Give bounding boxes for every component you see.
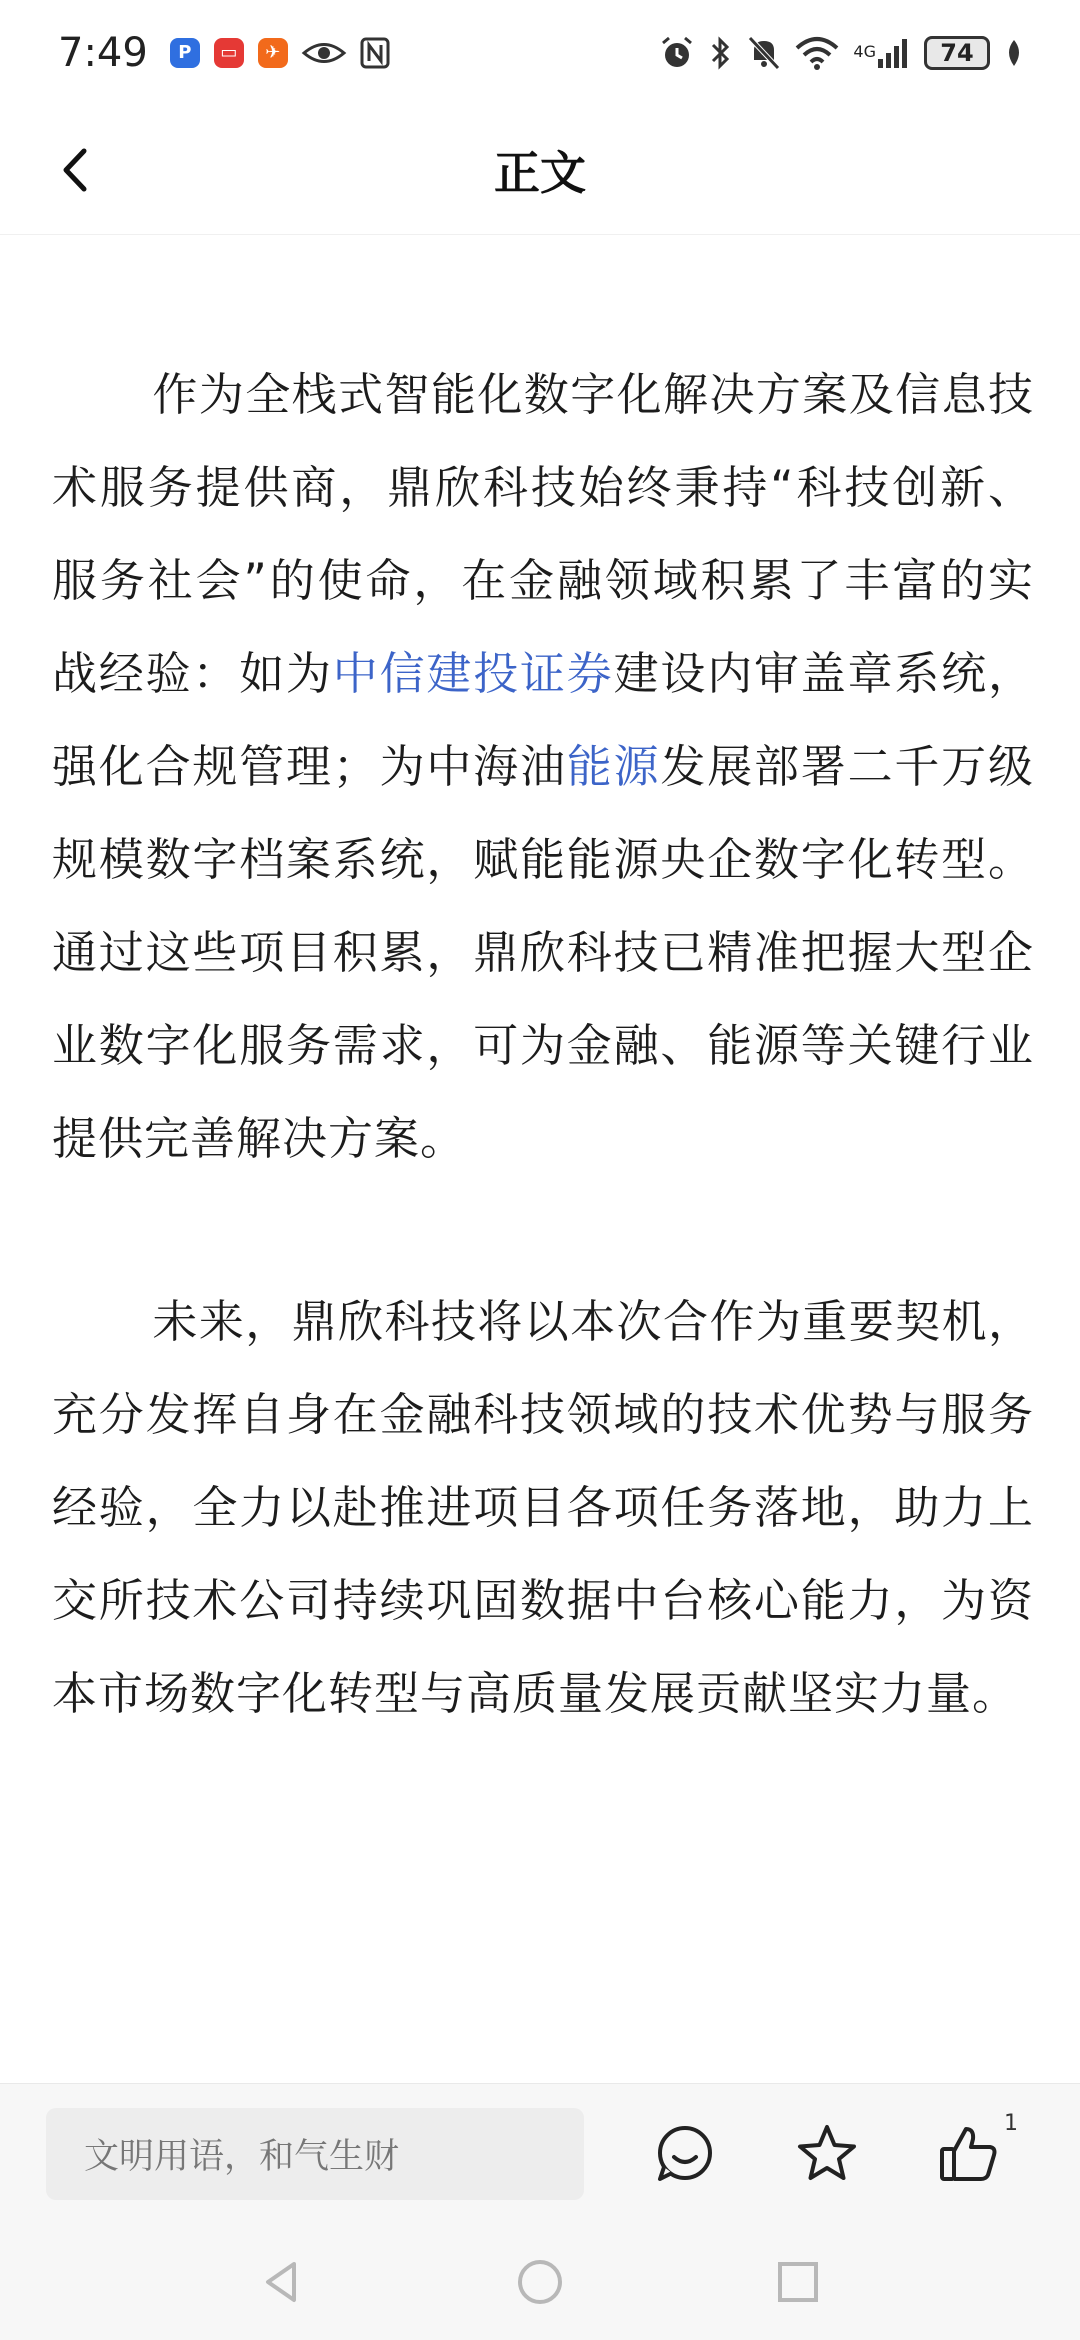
star-icon[interactable]: [796, 2123, 858, 2185]
battery-indicator: 74: [924, 36, 990, 70]
network-label: 4G: [853, 41, 876, 61]
leaf-icon: [1004, 38, 1024, 68]
like-button[interactable]: [938, 2110, 1018, 2185]
paragraph-1-text-c: 发展部署二千万级规模数字档案系统，赋能能源央企数字化转型。通过这些项目积累，鼎欣科技已精准把握大型企业数字化服务需求，可为金融、能源等关键行业提供完善解决方案。: [52, 740, 1034, 1165]
link-energy[interactable]: 能源: [566, 740, 661, 793]
signal-icon: [853, 37, 910, 69]
status-time: 7:49: [58, 29, 148, 76]
link-citic-securities[interactable]: 中信建投证券: [332, 647, 614, 700]
paragraph-1-text-b: 建设内审盖章系统，强化合规管理；为中海油: [52, 647, 1034, 793]
wifi-icon: [795, 36, 839, 70]
app-p-icon: P: [170, 38, 200, 68]
status-bar: [0, 0, 1080, 105]
paragraph-1-text-a: 作为全栈式智能化数字化解决方案及信息技术服务提供商，鼎欣科技始终秉持“科技创新、服务社会”的使命，在金融领域积累了丰富的实战经验：如为: [52, 368, 1034, 700]
status-left: [58, 30, 390, 76]
back-arrow-icon[interactable]: [52, 145, 102, 195]
paragraph-2-text: 未来，鼎欣科技将以本次合作为重要契机，充分发挥自身在金融科技领域的技术优势与服务经验，全力以赴推进项目各项任务落地，助力上交所技术公司持续巩固数据中台核心能力，为资本市场数字化转型与高质量发展贡献坚实力量。: [52, 1295, 1034, 1720]
like-count: 1: [1004, 2110, 1018, 2136]
bluetooth-icon: [709, 35, 733, 71]
nav-home-icon[interactable]: [516, 2258, 564, 2306]
thumbs-up-icon: [938, 2123, 1000, 2185]
mute-icon: [747, 35, 781, 71]
article-content: [52, 165, 1034, 1830]
signal-bars-icon: [876, 37, 910, 69]
action-icons: [654, 2110, 1018, 2185]
bottom-action-bar: [0, 2083, 1080, 2223]
comment-input[interactable]: 文明用语，和气生财: [46, 2108, 584, 2200]
comment-icon[interactable]: [654, 2123, 716, 2185]
eye-icon: [302, 38, 346, 68]
alarm-icon: [659, 35, 695, 71]
nav-recents-icon[interactable]: [774, 2258, 822, 2306]
article-paragraph-1: [52, 348, 1034, 1185]
nav-back-icon[interactable]: [258, 2258, 306, 2306]
page-title: 正文: [494, 145, 586, 200]
article-body[interactable]: [0, 235, 1080, 2083]
nfc-icon: [360, 37, 390, 69]
status-right: [659, 35, 1024, 71]
app-orange-icon: ✈: [258, 38, 288, 68]
system-nav-bar: [0, 2223, 1080, 2340]
page-header: [0, 105, 1080, 235]
app-red-icon: ▭: [214, 38, 244, 68]
article-paragraph-2: [52, 1275, 1034, 1740]
